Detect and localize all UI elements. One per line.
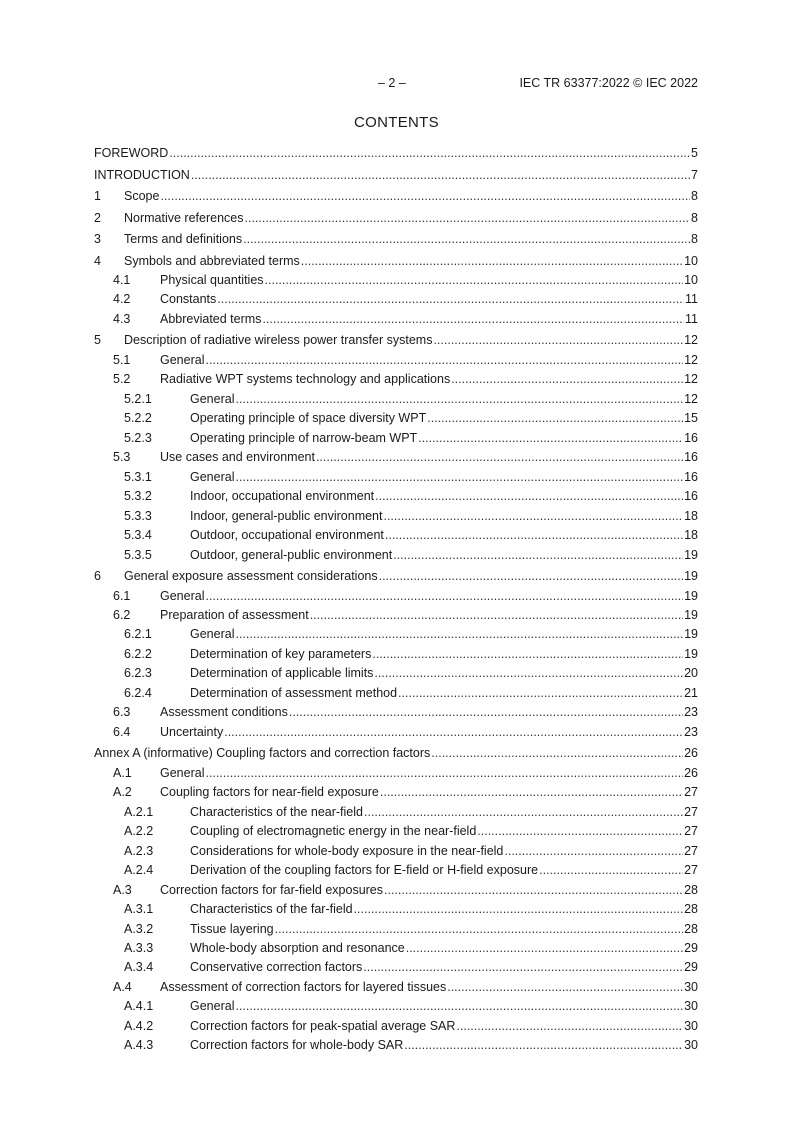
toc-entry[interactable] [94, 665, 698, 681]
toc-entry-title: Uncertainty [160, 724, 224, 739]
toc-entry-title: Correction factors for peak-spatial average SAR [190, 1018, 456, 1033]
dot-leader [316, 449, 683, 465]
dot-leader [363, 959, 683, 975]
dot-leader [477, 823, 683, 839]
toc-entry-number: 5.2.1 [124, 391, 152, 406]
toc-entry[interactable] [94, 449, 698, 465]
toc-entry-page: 11 [685, 311, 698, 326]
toc-entry[interactable] [94, 959, 698, 975]
dot-leader [224, 724, 683, 740]
dot-leader [265, 272, 684, 288]
toc-entry-title: Radiative WPT systems technology and applications [160, 372, 451, 387]
toc-entry[interactable] [94, 862, 698, 878]
dot-leader [235, 391, 683, 407]
toc-entry-page: 12 [684, 333, 698, 348]
toc-entry-page: 20 [684, 666, 698, 681]
toc-entry-page: 28 [684, 902, 698, 917]
dot-leader [393, 547, 683, 563]
toc-entry[interactable] [94, 685, 698, 701]
toc-entry-number: 5.3.4 [124, 528, 152, 543]
toc-entry-number: 5.1 [113, 352, 131, 367]
toc-entry-number: 5.3.3 [124, 508, 152, 523]
document-reference: IEC TR 63377:2022 © IEC 2022 [519, 76, 698, 90]
dot-leader [385, 527, 683, 543]
toc-entry[interactable] [94, 527, 698, 543]
dot-leader [205, 588, 683, 604]
dot-leader [427, 410, 683, 426]
toc-entry[interactable] [94, 940, 698, 956]
toc-entry[interactable] [94, 231, 698, 247]
toc-entry-number: 5.3.5 [124, 547, 152, 562]
toc-entry-page: 10 [684, 272, 698, 287]
toc-entry-page: 7 [691, 167, 698, 182]
toc-entry-title: General [190, 391, 235, 406]
toc-entry[interactable] [94, 145, 698, 161]
dot-leader [384, 882, 683, 898]
toc-entry-title: Description of radiative wireless power transfer systems [124, 333, 433, 348]
toc-entry[interactable] [94, 291, 698, 307]
toc-entry-page: 27 [684, 843, 698, 858]
dot-leader [406, 940, 683, 956]
toc-entry-page: 30 [684, 1038, 698, 1053]
dot-leader [160, 188, 690, 204]
toc-entry[interactable] [94, 724, 698, 740]
toc-entry[interactable] [94, 352, 698, 368]
toc-entry-page: 29 [684, 941, 698, 955]
dot-leader [404, 1037, 683, 1053]
toc-entry-number: 2 [94, 210, 101, 225]
toc-entry-number: 6.2.3 [124, 666, 152, 681]
toc-entry-title: Outdoor, occupational environment [190, 528, 384, 543]
toc-entry-page: 23 [684, 705, 698, 720]
toc-entry-number: A.4.2 [124, 1018, 154, 1033]
toc-entry-page: 27 [684, 863, 698, 878]
toc-entry-number: 5 [94, 333, 101, 348]
toc-entry-page: 30 [684, 1018, 698, 1033]
toc-entry-title: Whole-body absorption and resonance [190, 941, 405, 955]
dot-leader [431, 745, 683, 761]
dot-leader [447, 979, 683, 995]
toc-entry[interactable] [94, 410, 698, 426]
toc-entry-title: Operating principle of space diversity WPT [190, 411, 427, 426]
toc-entry[interactable] [94, 901, 698, 917]
dot-leader [243, 231, 690, 247]
toc-entry-title: INTRODUCTION [94, 167, 190, 182]
dot-leader [301, 253, 683, 269]
toc-entry[interactable] [94, 765, 698, 781]
toc-entry-number: 6.2 [113, 608, 131, 622]
toc-entry-title: General [190, 999, 235, 1014]
toc-entry-page: 10 [684, 253, 698, 268]
dot-leader [275, 921, 683, 937]
toc-entry-number: A.3.4 [124, 960, 154, 975]
toc-entry-page: 16 [684, 469, 698, 484]
toc-entry[interactable] [94, 784, 698, 800]
toc-entry-number: 5.2.3 [124, 430, 152, 445]
toc-entry-title: Outdoor, general-public environment [190, 547, 393, 562]
toc-entry-title: Preparation of assessment [160, 608, 309, 622]
toc-entry-title: FOREWORD [94, 146, 169, 160]
toc-entry-title: Determination of key parameters [190, 646, 372, 661]
dot-leader [191, 167, 690, 183]
contents-title: CONTENTS [354, 114, 439, 131]
toc-entry-title: Abbreviated terms [160, 311, 262, 326]
dot-leader [451, 371, 683, 387]
dot-leader [205, 352, 683, 368]
toc-entry-page: 28 [684, 882, 698, 897]
dot-leader [398, 685, 683, 701]
dot-leader [235, 469, 683, 485]
toc-entry-title: Characteristics of the far-field [190, 902, 353, 917]
toc-entry[interactable] [94, 391, 698, 407]
toc-entry-title: Correction factors for far-field exposures [160, 882, 384, 897]
dot-leader [245, 210, 691, 226]
toc-entry[interactable] [94, 332, 698, 348]
toc-entry-page: 28 [684, 921, 698, 936]
toc-entry-title: Tissue layering [190, 921, 274, 936]
toc-entry[interactable] [94, 704, 698, 720]
toc-entry-page: 19 [684, 646, 698, 661]
toc-entry-number: 6.1 [113, 588, 131, 603]
toc-entry-page: 27 [684, 785, 698, 800]
toc-entry-number: 3 [94, 232, 101, 246]
toc-entry[interactable] [94, 167, 698, 183]
toc-entry-page: 8 [691, 232, 698, 246]
dot-leader [354, 901, 684, 917]
table-of-contents [94, 145, 698, 1053]
toc-entry-title: General exposure assessment considerations [124, 569, 378, 584]
dot-leader [383, 508, 683, 524]
toc-entry-title: Annex A (informative) Coupling factors and correction factors [94, 746, 431, 761]
toc-entry-title: Use cases and environment [160, 450, 315, 465]
toc-entry[interactable] [94, 547, 698, 563]
toc-entry-number: 5.2 [113, 372, 131, 387]
toc-entry-page: 26 [684, 746, 698, 761]
toc-entry-title: Indoor, general-public environment [190, 508, 383, 523]
toc-entry-page: 16 [684, 450, 698, 465]
toc-entry-title: Assessment conditions [160, 705, 288, 720]
dot-leader [379, 568, 683, 584]
toc-entry-page: 12 [684, 391, 698, 406]
dot-leader [169, 145, 690, 161]
toc-entry-number: A.4 [113, 979, 132, 994]
dot-leader [235, 998, 683, 1014]
toc-entry-number: 5.2.2 [124, 411, 152, 426]
dot-leader [262, 311, 684, 327]
toc-entry-page: 30 [684, 979, 698, 994]
toc-entry-title: General [160, 588, 205, 603]
toc-entry-title: Characteristics of the near-field [190, 804, 363, 819]
toc-entry-page: 19 [684, 569, 698, 584]
toc-entry-page: 8 [691, 210, 698, 225]
toc-entry-page: 16 [684, 430, 698, 445]
toc-entry-number: 6.2.1 [124, 627, 152, 642]
dot-leader [380, 784, 683, 800]
toc-entry-title: Determination of assessment method [190, 685, 398, 700]
toc-entry[interactable] [94, 1018, 698, 1034]
toc-entry[interactable] [94, 823, 698, 839]
toc-entry-number: 6.2.2 [124, 646, 152, 661]
toc-entry[interactable] [94, 371, 698, 387]
toc-entry-title: General [190, 469, 235, 484]
toc-entry-title: General [160, 765, 205, 780]
toc-entry-page: 15 [684, 411, 698, 426]
toc-entry-page: 18 [684, 508, 698, 523]
dot-leader [374, 665, 683, 681]
toc-entry-page: 27 [684, 804, 698, 819]
dot-leader [310, 607, 683, 623]
toc-entry-title: Determination of applicable limits [190, 666, 374, 681]
toc-entry-title: Derivation of the coupling factors for E-field or H-field exposure [190, 863, 539, 878]
toc-entry[interactable] [94, 998, 698, 1014]
dot-leader [456, 1018, 683, 1034]
toc-entry-number: A.3.2 [124, 921, 154, 936]
toc-entry[interactable] [94, 210, 698, 226]
toc-entry[interactable] [94, 804, 698, 820]
toc-entry-number: A.2.4 [124, 863, 154, 878]
toc-entry-number: 6.2.4 [124, 685, 152, 700]
toc-entry[interactable] [94, 588, 698, 604]
toc-entry-page: 19 [684, 588, 698, 603]
toc-entry-page: 19 [684, 547, 698, 562]
dot-leader [375, 488, 683, 504]
toc-entry[interactable] [94, 272, 698, 288]
toc-entry-number: 4.3 [113, 311, 131, 326]
toc-entry-number: A.2.3 [124, 843, 154, 858]
toc-entry[interactable] [94, 488, 698, 504]
toc-entry-page: 16 [684, 489, 698, 504]
toc-entry-title: Considerations for whole-body exposure in the near-field [190, 843, 504, 858]
toc-entry-page: 19 [684, 627, 698, 642]
toc-entry-number: A.4.3 [124, 1038, 154, 1053]
dot-leader [205, 765, 683, 781]
toc-entry[interactable] [94, 745, 698, 761]
toc-entry-title: Coupling of electromagnetic energy in the near-field [190, 824, 477, 839]
toc-entry-number: 5.3 [113, 450, 131, 465]
dot-leader [504, 843, 683, 859]
toc-entry[interactable] [94, 979, 698, 995]
toc-entry-title: Physical quantities [160, 272, 264, 287]
toc-entry-number: 4.2 [113, 292, 131, 307]
toc-entry-number: 6.4 [113, 724, 131, 739]
toc-entry-page: 18 [684, 528, 698, 543]
toc-entry[interactable] [94, 253, 698, 269]
toc-entry-title: Conservative correction factors [190, 960, 363, 975]
toc-entry-page: 12 [684, 352, 698, 367]
toc-entry-page: 19 [684, 608, 698, 622]
toc-entry[interactable] [94, 607, 698, 623]
toc-entry[interactable] [94, 311, 698, 327]
toc-entry-number: 6 [94, 569, 101, 584]
toc-entry[interactable] [94, 469, 698, 485]
toc-entry[interactable] [94, 646, 698, 662]
toc-entry-page: 26 [684, 765, 698, 780]
toc-entry-page: 5 [691, 146, 698, 160]
toc-entry-title: Symbols and abbreviated terms [124, 253, 300, 268]
toc-entry-page: 21 [684, 685, 698, 700]
toc-entry[interactable] [94, 568, 698, 584]
toc-entry-title: Scope [124, 189, 160, 203]
toc-entry-number: 6.3 [113, 705, 131, 720]
toc-entry[interactable] [94, 882, 698, 898]
toc-entry-number: 4 [94, 253, 101, 268]
toc-entry-number: 5.3.1 [124, 469, 152, 484]
toc-entry-title: Operating principle of narrow-beam WPT [190, 430, 418, 445]
toc-entry-title: Normative references [124, 210, 244, 225]
toc-entry[interactable] [94, 1037, 698, 1053]
toc-entry-number: 4.1 [113, 272, 131, 287]
toc-entry[interactable] [94, 188, 698, 204]
toc-entry-title: General [190, 627, 235, 642]
dot-leader [364, 804, 683, 820]
toc-entry-number: A.2 [113, 785, 132, 800]
toc-entry[interactable] [94, 921, 698, 937]
page-header [0, 76, 793, 92]
dot-leader [235, 626, 683, 642]
toc-entry-title: Constants [160, 292, 217, 307]
dot-leader [539, 862, 683, 878]
toc-entry-page: 29 [684, 960, 698, 975]
toc-entry-number: A.2.2 [124, 824, 154, 839]
toc-entry-number: 1 [94, 189, 101, 203]
toc-entry-title: Coupling factors for near-field exposure [160, 785, 379, 800]
toc-entry-number: A.2.1 [124, 804, 154, 819]
page-number: – 2 – [378, 76, 406, 90]
toc-entry-number: A.4.1 [124, 999, 154, 1014]
toc-entry-page: 30 [684, 999, 698, 1014]
toc-entry-page: 11 [685, 292, 698, 307]
toc-entry-number: A.3.1 [124, 902, 154, 917]
toc-entry[interactable] [94, 843, 698, 859]
dot-leader [217, 291, 684, 307]
toc-entry-number: 5.3.2 [124, 489, 152, 504]
toc-entry-title: Indoor, occupational environment [190, 489, 375, 504]
dot-leader [372, 646, 683, 662]
dot-leader [289, 704, 683, 720]
toc-entry-page: 8 [691, 189, 698, 203]
toc-entry-title: Correction factors for whole-body SAR [190, 1038, 404, 1053]
toc-entry[interactable] [94, 626, 698, 642]
toc-entry-page: 12 [684, 372, 698, 387]
toc-entry[interactable] [94, 508, 698, 524]
toc-entry-number: A.3.3 [124, 941, 154, 955]
toc-entry[interactable] [94, 430, 698, 446]
toc-entry-page: 27 [684, 824, 698, 839]
toc-entry-title: Terms and definitions [124, 232, 243, 246]
toc-entry-page: 23 [684, 724, 698, 739]
dot-leader [433, 332, 683, 348]
toc-entry-number: A.1 [113, 765, 132, 780]
toc-entry-title: General [160, 352, 205, 367]
dot-leader [418, 430, 683, 446]
toc-entry-title: Assessment of correction factors for layered tissues [160, 979, 447, 994]
toc-entry-number: A.3 [113, 882, 132, 897]
